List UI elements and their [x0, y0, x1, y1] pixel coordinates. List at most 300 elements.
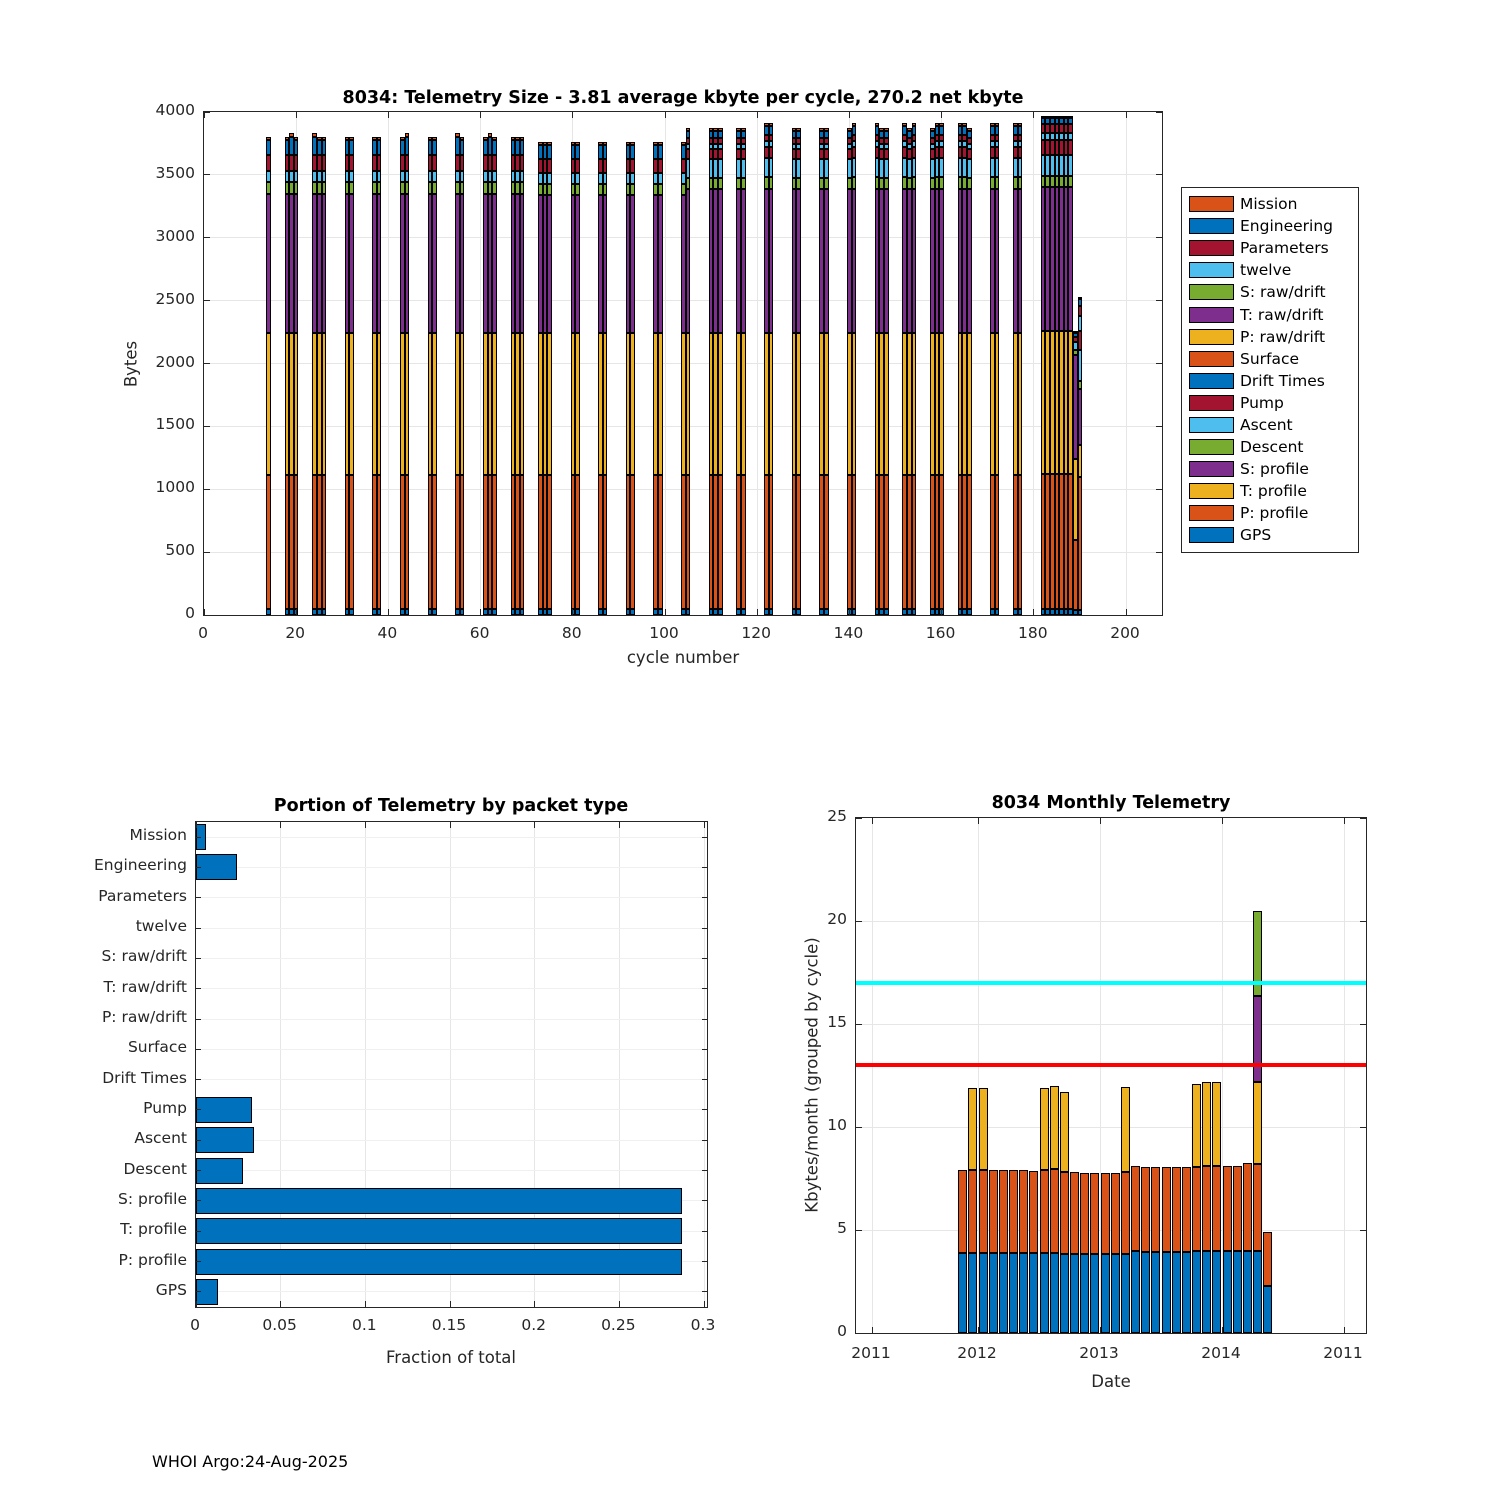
y-tick [702, 837, 707, 838]
x-tick [1033, 609, 1034, 615]
y-tick [1360, 1024, 1366, 1025]
monthly-bar-2013-05 [1141, 1167, 1150, 1333]
segment-descent [603, 184, 608, 195]
legend-label: S: raw/drift [1240, 283, 1326, 302]
y-tick [1156, 112, 1162, 113]
y-tick [196, 1019, 201, 1020]
gridline [196, 897, 707, 898]
legend-swatch [1189, 439, 1234, 455]
segment-p-profile [405, 475, 410, 609]
cycle-segment [1090, 1254, 1099, 1333]
segment-t-profile [912, 333, 917, 475]
x-tick [619, 822, 620, 828]
segment-ascent [884, 159, 889, 178]
segment-parameters [1078, 306, 1083, 316]
segment-pump [686, 149, 691, 159]
legend-item-s-profile [1189, 458, 1358, 480]
segment-engineering [995, 126, 1000, 135]
segment-engineering [603, 145, 608, 159]
segment-gps [349, 609, 354, 615]
y-tick [702, 1291, 707, 1292]
monthly-bar-2013-07 [1162, 1167, 1171, 1333]
segment-gps [377, 609, 382, 615]
x-tick [280, 1301, 281, 1307]
segment-descent [741, 178, 746, 189]
segment-pump [432, 155, 437, 171]
segment-s-profile [520, 194, 525, 334]
legend-swatch [1189, 284, 1234, 300]
x-tick [196, 822, 197, 828]
y-tick [196, 1170, 201, 1171]
segment-p-profile [884, 475, 889, 610]
segment-engineering [1018, 126, 1023, 135]
segment-engineering [377, 140, 382, 155]
monthly-bar-2012-12 [1090, 1173, 1099, 1333]
segment-engineering [824, 131, 829, 139]
legend-item-twelve [1189, 259, 1358, 281]
segment-s-profile [995, 189, 1000, 333]
gridline [196, 1291, 707, 1292]
x-tick [388, 609, 389, 615]
segment-pump [1078, 331, 1083, 350]
segment-descent [460, 182, 465, 194]
segment-pump [349, 155, 354, 171]
y-tick-label: 1500 [155, 415, 195, 434]
segment-gps [603, 609, 608, 615]
segment-engineering [630, 145, 635, 159]
segment-ascent [603, 173, 608, 184]
bar-cycle-177 [1018, 123, 1023, 615]
segment-pump [520, 155, 525, 171]
x-tick-label: 0.25 [601, 1316, 636, 1334]
legend-label: Surface [1240, 349, 1300, 368]
segment-descent [1078, 381, 1083, 389]
monthly-bar-2012-09 [1060, 1092, 1069, 1333]
segment-pump [575, 159, 580, 173]
x-tick [388, 112, 389, 118]
segment-s-profile [884, 189, 889, 332]
monthly-bar-2013-09 [1182, 1167, 1191, 1333]
monthly-bar-2012-10 [1070, 1172, 1079, 1333]
segment-t-profile [658, 333, 663, 475]
legend-label: Engineering [1240, 217, 1333, 236]
segment-ascent [718, 159, 723, 178]
y-tick-label: 4000 [155, 101, 195, 119]
monthly-bar-2012-06 [1029, 1171, 1038, 1333]
y-tick [1156, 363, 1162, 364]
segment-gps [686, 609, 691, 615]
legend-item-drift-times [1189, 370, 1358, 392]
segment-descent [377, 182, 382, 194]
cycle-segment [1253, 996, 1262, 1081]
y-tick [702, 1261, 707, 1262]
cycle-segment [1162, 1252, 1171, 1333]
category-label: Ascent [134, 1129, 187, 1148]
y-tick [196, 988, 201, 989]
y-tick [1156, 552, 1162, 553]
cycle-segment [1029, 1253, 1038, 1333]
segment-engineering [967, 131, 972, 139]
cycle-segment [1223, 1251, 1232, 1333]
segment-s-profile [294, 194, 299, 334]
bar-cycle-26 [322, 137, 327, 615]
bar-cycle-135 [824, 128, 829, 615]
y-tick [856, 1333, 862, 1334]
monthly-bar-2012-08 [1050, 1086, 1059, 1333]
segment-s-profile [769, 189, 774, 333]
segment-engineering [741, 131, 746, 139]
segment-ascent [547, 173, 552, 184]
category-label: Surface [127, 1038, 187, 1057]
x-tick [450, 1301, 451, 1307]
cycle-segment [1263, 1286, 1272, 1333]
bar-cycle-190 [1078, 298, 1083, 615]
segment-engineering [547, 145, 552, 159]
y-tick-label: 15 [827, 1013, 847, 1031]
x-tick [757, 609, 758, 615]
y-tick [856, 1024, 862, 1025]
cycle-segment [968, 1253, 977, 1333]
bar-cycle-20 [294, 137, 299, 615]
segment-s-profile [405, 194, 410, 334]
segment-ascent [1078, 350, 1083, 381]
segment-ascent [492, 171, 497, 182]
cycle-segment [1029, 1171, 1038, 1252]
segment-gps [322, 609, 327, 615]
segment-s-profile [852, 189, 857, 333]
segment-descent [686, 178, 691, 189]
cycle-segment [1009, 1253, 1018, 1333]
bar-cycle-44 [405, 133, 410, 615]
segment-gps [995, 609, 1000, 615]
segment-s-profile [967, 189, 972, 332]
x-tick [849, 112, 850, 118]
segment-t-profile [884, 333, 889, 475]
cycle-segment [1243, 1163, 1252, 1251]
segment-gps [460, 609, 465, 615]
cycle-segment [1060, 1092, 1069, 1172]
gridline [196, 837, 707, 838]
telemetry-size-xlabel: cycle number [626, 648, 740, 667]
segment-t-profile [432, 333, 437, 475]
segment-pump [658, 159, 663, 173]
bar-cycle-172 [995, 123, 1000, 615]
gridline [704, 822, 705, 1307]
segment-s-profile [1018, 189, 1023, 333]
segment-ascent [322, 171, 327, 182]
x-tick [296, 112, 297, 118]
segment-ascent [658, 173, 663, 184]
segment-pump [377, 155, 382, 171]
legend-swatch [1189, 196, 1234, 212]
segment-t-profile [852, 333, 857, 475]
gridline [856, 1024, 1366, 1025]
legend-label: GPS [1240, 526, 1272, 545]
y-tick [196, 928, 201, 929]
gridline [196, 1079, 707, 1080]
legend-label: Parameters [1240, 239, 1329, 258]
cycle-segment [1192, 1251, 1201, 1333]
cycle-segment [1263, 1232, 1272, 1286]
x-tick-label: 100 [649, 624, 679, 642]
segment-engineering [686, 131, 691, 139]
segment-s-profile [1068, 187, 1073, 332]
x-tick [704, 1301, 705, 1307]
legend-item-ascent [1189, 414, 1358, 436]
cycle-segment [1080, 1254, 1089, 1333]
segment-p-profile [547, 475, 552, 609]
segment-pump [266, 155, 271, 171]
bar-cycle-166 [967, 128, 972, 615]
x-tick [1100, 1327, 1101, 1333]
cycle-segment [1131, 1166, 1140, 1250]
cycle-segment [1212, 1082, 1221, 1166]
legend-swatch [1189, 218, 1234, 234]
y-tick [196, 1109, 201, 1110]
segment-pump [769, 147, 774, 158]
segment-t-profile [939, 333, 944, 475]
segment-s-profile [686, 189, 691, 332]
segment-descent [884, 178, 889, 189]
segment-pump [741, 149, 746, 159]
segment-t-profile [796, 333, 801, 475]
segment-p-profile [349, 475, 354, 609]
monthly-bar-2014-01 [1223, 1166, 1232, 1333]
y-tick [1360, 1127, 1366, 1128]
x-tick [978, 818, 979, 824]
y-tick-label: 5 [837, 1219, 847, 1237]
legend-swatch [1189, 417, 1234, 433]
y-tick [856, 921, 862, 922]
segment-ascent [266, 171, 271, 182]
segment-t-profile [741, 333, 746, 475]
bar-cycle-105 [686, 128, 691, 615]
segment-p-profile [377, 475, 382, 609]
bar-cycle-38 [377, 137, 382, 615]
x-tick-label: 0.3 [690, 1316, 716, 1334]
x-tick [1344, 818, 1345, 824]
legend-label: Pump [1240, 393, 1284, 412]
legend-item-p-raw-drift [1189, 326, 1358, 348]
segment-engineering [884, 131, 889, 139]
x-tick-label: 2014 [1201, 1344, 1241, 1362]
x-tick [534, 822, 535, 828]
legend-swatch [1189, 351, 1234, 367]
segment-s-profile [658, 195, 663, 333]
segment-s-profile [718, 189, 723, 332]
monthly-bar-2014-05 [1263, 1232, 1272, 1333]
segment-descent [824, 178, 829, 189]
y-tick-label: 10 [827, 1116, 847, 1134]
legend-label: Ascent [1240, 415, 1293, 434]
segment-descent [658, 184, 663, 195]
bar-cycle-112 [718, 128, 723, 615]
segment-descent [912, 177, 917, 188]
bar-cycle-99 [658, 142, 663, 615]
segment-pump [796, 149, 801, 159]
monthly-bar-2012-11 [1080, 1173, 1089, 1333]
monthly-bar-2013-02 [1111, 1173, 1120, 1333]
category-label: Pump [143, 1098, 187, 1117]
y-tick [1360, 818, 1366, 819]
fraction-bar-s-profile [196, 1188, 682, 1214]
segment-pump [1018, 147, 1023, 158]
x-tick [480, 112, 481, 118]
segment-ascent [686, 159, 691, 178]
segment-pump [995, 147, 1000, 158]
segment-pump [405, 155, 410, 171]
y-tick [1156, 615, 1162, 616]
y-tick [204, 112, 210, 113]
y-tick [1360, 1333, 1366, 1334]
cycle-segment [1233, 1166, 1242, 1250]
legend-item-pump [1189, 392, 1358, 414]
portion-chart [195, 821, 708, 1308]
x-tick [872, 818, 873, 824]
category-label: GPS [155, 1280, 187, 1299]
x-tick [450, 822, 451, 828]
telemetry-size-ylabel: Bytes [121, 340, 141, 388]
x-tick [849, 609, 850, 615]
segment-s-profile [492, 194, 497, 334]
cycle-segment [1253, 1251, 1262, 1333]
segment-p-profile [718, 475, 723, 610]
legend-label: Mission [1240, 195, 1298, 214]
y-tick [702, 1049, 707, 1050]
monthly-chart [855, 817, 1367, 1334]
x-tick-label: 2011 [851, 1344, 891, 1362]
y-tick [856, 1230, 862, 1231]
x-tick-label: 40 [377, 624, 398, 642]
segment-s-profile [912, 189, 917, 333]
bar-cycle-87 [603, 142, 608, 615]
segment-ascent [939, 158, 944, 177]
segment-engineering [322, 140, 327, 155]
cycle-segment [1050, 1086, 1059, 1169]
monthly-bar-2014-03 [1243, 1163, 1252, 1333]
segment-t-profile [294, 333, 299, 475]
bar-cycle-148 [884, 128, 889, 615]
legend-item-t-raw-drift [1189, 303, 1358, 325]
segment-gps [912, 609, 917, 615]
category-label: P: raw/drift [101, 1008, 187, 1027]
cycle-segment [1111, 1173, 1120, 1253]
segment-gps [520, 609, 525, 615]
x-tick-label: 80 [561, 624, 582, 642]
segment-p-profile [741, 475, 746, 610]
cycle-segment [1060, 1254, 1069, 1333]
bar-cycle-123 [769, 123, 774, 615]
segment-descent [294, 182, 299, 194]
segment-parameters [1068, 124, 1073, 133]
bar-cycle-50 [432, 137, 437, 615]
segment-ascent [1018, 158, 1023, 177]
segment-p-profile [967, 475, 972, 610]
segment-descent [718, 178, 723, 189]
segment-s-profile [349, 194, 354, 334]
segment-pump [852, 147, 857, 158]
gridline [196, 1109, 707, 1110]
y-tick [196, 837, 201, 838]
segment-pump [718, 149, 723, 159]
segment-t-profile [460, 333, 465, 475]
y-tick [702, 928, 707, 929]
monthly-bar-2013-10 [1192, 1084, 1201, 1333]
cycle-segment [1070, 1172, 1079, 1253]
segment-engineering [405, 137, 410, 155]
segment-p-profile [769, 475, 774, 610]
y-tick-label: 20 [827, 910, 847, 928]
category-label: T: raw/drift [103, 977, 187, 996]
x-tick-label: 20 [285, 624, 306, 642]
legend-item-mission [1189, 193, 1358, 215]
y-tick [1156, 489, 1162, 490]
x-tick-label: 160 [925, 624, 956, 642]
monthly-bar-2012-02 [989, 1170, 998, 1333]
segment-s-profile [460, 194, 465, 334]
y-tick-label: 3000 [155, 226, 195, 245]
segment-p-profile [266, 475, 271, 609]
bar-cycle-32 [349, 137, 354, 615]
monthly-bar-2012-05 [1019, 1170, 1028, 1333]
segment-gps [852, 609, 857, 615]
segment-engineering [432, 140, 437, 155]
portion-title: Portion of Telemetry by packet type [273, 796, 629, 816]
segment-descent [995, 177, 1000, 188]
y-tick [1360, 1230, 1366, 1231]
segment-engineering [852, 126, 857, 135]
y-tick-label: 3500 [155, 163, 195, 182]
y-tick [1156, 426, 1162, 427]
segment-ascent [405, 171, 410, 182]
segment-descent [967, 178, 972, 189]
cycle-segment [968, 1088, 977, 1170]
cycle-segment [1050, 1253, 1059, 1333]
segment-gps [658, 609, 663, 615]
segment-pump [492, 155, 497, 171]
segment-pump [884, 149, 889, 159]
legend-swatch [1189, 262, 1234, 278]
segment-engineering [294, 140, 299, 155]
cycle-segment [1141, 1167, 1150, 1251]
segment-descent [575, 184, 580, 195]
segment-ascent [967, 159, 972, 178]
cycle-segment [1121, 1087, 1130, 1172]
cycle-segment [1019, 1170, 1028, 1252]
segment-gps [547, 609, 552, 615]
segment-p-profile [520, 475, 525, 609]
cycle-segment [1202, 1251, 1211, 1333]
segment-ascent [520, 171, 525, 182]
y-tick [196, 1291, 201, 1292]
x-tick [365, 1301, 366, 1307]
y-tick [204, 552, 210, 553]
legend-swatch [1189, 307, 1234, 323]
segment-p-profile [939, 475, 944, 610]
y-tick-label: 0 [837, 1322, 847, 1340]
legend-item-descent [1189, 436, 1358, 458]
y-tick-label: 500 [165, 541, 195, 560]
fraction-bar-p-profile [196, 1249, 682, 1275]
segment-s-profile [1078, 389, 1083, 446]
bar-cycle-93 [630, 142, 635, 615]
segment-ascent [852, 158, 857, 177]
x-tick-label: 0 [190, 1316, 200, 1334]
x-tick [1126, 112, 1127, 118]
segment-engineering [658, 145, 663, 159]
x-tick [1344, 1327, 1345, 1333]
cycle-segment [999, 1170, 1008, 1252]
